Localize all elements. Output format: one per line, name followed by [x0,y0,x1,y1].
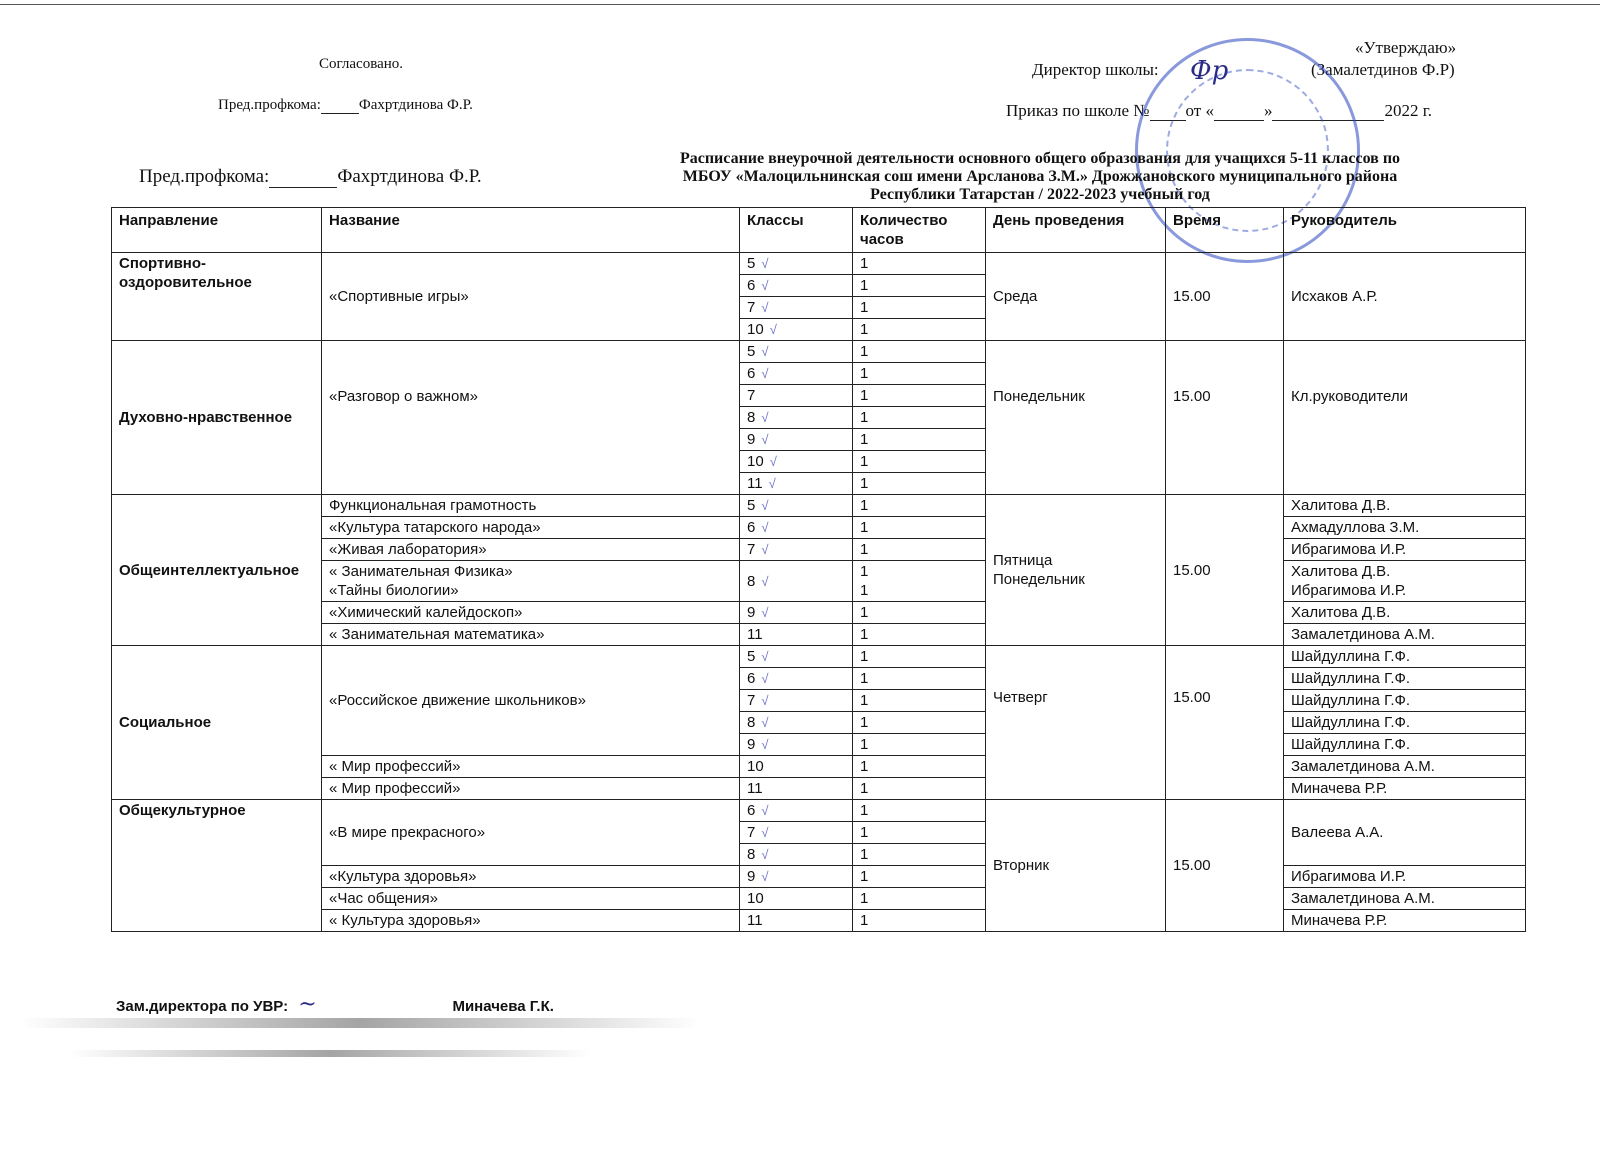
leader-cell: Миначева Р.Р. [1284,910,1526,932]
deputy-name: Миначева Г.К. [452,998,554,1015]
name-cell: «Культура татарского народа» [322,517,740,539]
class-value: 6 [747,365,756,382]
name-value: «Тайны биологии» [329,582,459,599]
class-value: 9 [747,736,756,753]
leader-cell [1284,561,1526,602]
name-cell: «Культура здоровья» [322,866,740,888]
union-chair-small-name: Фахртдинова Ф.Р. [358,97,473,113]
union-chair-large-label: Пред.профкома: [139,166,270,187]
class-cell [740,407,853,429]
class-value: 9 [747,604,756,621]
class-cell [740,668,853,690]
class-cell [740,822,853,844]
order-year: 2022 г. [1384,101,1433,120]
checkmark-icon: √ [761,410,769,425]
checkmark-icon: √ [761,869,769,884]
leader-cell: Халитова Д.В. [1284,602,1526,624]
signature-line [321,95,359,114]
class-value: 8 [747,572,756,590]
name-cell: Функциональная грамотность [322,495,740,517]
checkmark-icon: √ [761,366,769,381]
name-cell: « Мир профессий» [322,778,740,800]
title-line-1: Расписание внеурочной деятельности основного общего образования для учащихся 5-11 классов по [679,150,1401,167]
class-cell [740,561,853,602]
hours-value: 1 [860,582,869,599]
leader-cell: Шайдуллина Г.Ф. [1284,712,1526,734]
checkmark-icon: √ [761,649,769,664]
checkmark-icon: √ [761,737,769,752]
leader-cell: Замалетдинова А.М. [1284,624,1526,646]
leader-cell: Шайдуллина Г.Ф. [1284,734,1526,756]
class-cell [740,602,853,624]
table-row [112,495,1526,517]
class-cell [740,734,853,756]
class-value: 8 [747,409,756,426]
hours-cell: 1 [853,539,986,561]
agreed-label: Согласовано. [319,56,404,72]
name-value: « Занимательная Физика» [329,563,513,580]
hours-value: 1 [860,563,869,580]
day-cell [986,495,1166,646]
checkmark-icon: √ [761,847,769,862]
leader-cell: Замалетдинова А.М. [1284,888,1526,910]
table-row [112,800,1526,822]
class-value: 10 [747,453,764,470]
hours-cell: 1 [853,668,986,690]
name-cell [322,561,740,602]
class-value: 9 [747,868,756,885]
schedule-table [111,207,1526,932]
hours-cell: 1 [853,319,986,341]
checkmark-icon: √ [761,256,769,271]
time-cell: 15.00 [1166,341,1284,495]
leader-cell: Валеева А.А. [1284,800,1526,866]
table-row [112,561,1526,602]
name-cell: «Час общения» [322,888,740,910]
table-row [112,888,1526,910]
checkmark-icon: √ [761,605,769,620]
hours-cell: 1 [853,910,986,932]
class-value: 6 [747,670,756,687]
checkmark-icon: √ [761,803,769,818]
table-row [112,910,1526,932]
checkmark-icon: √ [761,300,769,315]
checkmark-icon: √ [761,671,769,686]
class-value: 10 [747,321,764,338]
table-row [112,756,1526,778]
hours-cell: 1 [853,734,986,756]
hours-cell: 1 [853,690,986,712]
hours-cell: 1 [853,800,986,822]
day-cell: Четверг [986,646,1166,800]
leader-value: Ибрагимова И.Р. [1291,582,1407,599]
hours-cell: 1 [853,363,986,385]
checkmark-icon: √ [761,693,769,708]
checkmark-icon: √ [761,573,769,589]
leader-cell: Ахмадуллова З.М. [1284,517,1526,539]
class-cell [740,275,853,297]
day-cell: Понедельник [986,341,1166,495]
approve-label: «Утверждаю» [1355,38,1457,57]
class-cell [740,253,853,275]
table-row [112,624,1526,646]
time-cell: 15.00 [1166,495,1284,646]
order-day-line [1214,102,1264,121]
class-value: 8 [747,846,756,863]
class-value: 7 [747,299,756,316]
hours-cell: 1 [853,712,986,734]
hours-cell: 1 [853,624,986,646]
day-value: Понедельник [993,571,1085,588]
class-value: 8 [747,714,756,731]
header-time: Время [1166,208,1284,253]
name-cell: «Химический калейдоскоп» [322,602,740,624]
class-cell [740,451,853,473]
order-prefix: Приказ по школе № [1006,101,1150,120]
leader-cell: Кл.руководители [1284,341,1526,495]
class-value: 6 [747,277,756,294]
scan-top-edge [0,4,1600,5]
table-row [112,539,1526,561]
checkmark-icon: √ [769,322,777,337]
name-cell: «Спортивные игры» [322,253,740,341]
class-value: 7 [747,387,756,404]
checkmark-icon: √ [761,278,769,293]
leader-cell: Шайдуллина Г.Ф. [1284,668,1526,690]
checkmark-icon: √ [761,542,769,557]
scan-smear [70,1050,590,1057]
hours-cell: 1 [853,429,986,451]
director-signature: Фр [1190,56,1229,86]
signature-line [269,166,337,188]
document-title [590,150,1490,204]
hours-cell: 1 [853,385,986,407]
director-name: (Замалетдинов Ф.Р) [1311,60,1455,79]
day-cell: Вторник [986,800,1166,932]
hours-cell: 1 [853,756,986,778]
order-quote-close: » [1263,101,1273,120]
class-value: 5 [747,343,756,360]
header-hours: Количество часов [853,208,986,253]
hours-cell: 1 [853,778,986,800]
union-chair-small [218,95,473,114]
direction-cell: Спортивно-оздоровительное [112,253,322,341]
leader-cell: Исхаков А.Р. [1284,253,1526,341]
hours-cell: 1 [853,866,986,888]
direction-cell: Общекультурное [112,800,322,932]
hours-cell [853,561,986,602]
class-cell [740,646,853,668]
day-cell: Среда [986,253,1166,341]
hours-cell: 1 [853,297,986,319]
class-value: 6 [747,802,756,819]
class-value: 5 [747,648,756,665]
table-row [112,646,1526,668]
name-cell: « Мир профессий» [322,756,740,778]
checkmark-icon: √ [761,432,769,447]
deputy-label: Зам.директора по УВР: [116,998,289,1015]
table-row [112,778,1526,800]
leader-cell: Замалетдинова А.М. [1284,756,1526,778]
table-row [112,253,1526,275]
class-value: 5 [747,497,756,514]
class-cell: 10 [740,888,853,910]
checkmark-icon: √ [761,715,769,730]
hours-cell: 1 [853,517,986,539]
scan-smear [20,1018,700,1028]
header-direction: Направление [112,208,322,253]
class-cell [740,866,853,888]
hours-cell: 1 [853,495,986,517]
order-line [1006,101,1432,121]
table-row [112,517,1526,539]
director-label: Директор школы: [1032,60,1159,79]
union-chair-large-name: Фахртдинова Ф.Р. [337,166,482,187]
order-number-line [1150,102,1186,121]
class-cell [740,690,853,712]
class-cell [740,539,853,561]
name-cell: « Занимательная математика» [322,624,740,646]
title-line-2: МБОУ «Малоцильнинская сош имени Арсланова З.М.» Дрожжановского муниципального района [682,168,1398,185]
class-cell [740,844,853,866]
leader-value: Халитова Д.В. [1291,563,1391,580]
class-cell: 11 [740,778,853,800]
class-cell [740,473,853,495]
class-value: 6 [747,519,756,536]
hours-cell: 1 [853,341,986,363]
name-cell: «В мире прекрасного» [322,800,740,866]
header-classes: Классы [740,208,853,253]
leader-cell: Миначева Р.Р. [1284,778,1526,800]
class-cell [740,319,853,341]
class-value: 7 [747,824,756,841]
class-value: 11 [747,475,763,492]
class-cell [740,363,853,385]
class-cell [740,341,853,363]
hours-cell: 1 [853,888,986,910]
hours-cell: 1 [853,473,986,495]
hours-cell: 1 [853,407,986,429]
table-row [112,602,1526,624]
class-cell [740,429,853,451]
class-cell [740,385,853,407]
class-cell [740,517,853,539]
deputy-signature: ~ [298,992,317,1017]
class-value: 5 [747,255,756,272]
hours-cell: 1 [853,451,986,473]
direction-cell: Духовно-нравственное [112,341,322,495]
table-header-row [112,208,1526,253]
checkmark-icon: √ [768,476,776,491]
leader-cell: Ибрагимова И.Р. [1284,539,1526,561]
union-chair-large [139,166,482,188]
time-cell: 15.00 [1166,646,1284,800]
class-value: 7 [747,692,756,709]
leader-cell: Шайдуллина Г.Ф. [1284,690,1526,712]
time-cell: 15.00 [1166,800,1284,932]
time-cell: 15.00 [1166,253,1284,341]
name-cell: «Российское движение школьников» [322,646,740,756]
leader-cell: Ибрагимова И.Р. [1284,866,1526,888]
checkmark-icon: √ [761,498,769,513]
hours-cell: 1 [853,822,986,844]
table-row [112,341,1526,363]
deputy-signature-line [116,992,554,1017]
leader-cell: Халитова Д.В. [1284,495,1526,517]
class-cell [740,800,853,822]
class-cell [740,712,853,734]
header-leader: Руководитель [1284,208,1526,253]
hours-cell: 1 [853,602,986,624]
hours-cell: 1 [853,844,986,866]
order-month-line [1272,102,1384,121]
checkmark-icon: √ [761,344,769,359]
hours-cell: 1 [853,253,986,275]
checkmark-icon: √ [769,454,777,469]
class-cell: 11 [740,624,853,646]
leader-cell: Шайдуллина Г.Ф. [1284,646,1526,668]
header-day: День проведения [986,208,1166,253]
hours-cell: 1 [853,646,986,668]
name-cell: «Живая лаборатория» [322,539,740,561]
table-row [112,866,1526,888]
header-name: Название [322,208,740,253]
checkmark-icon: √ [761,825,769,840]
class-value: 7 [747,541,756,558]
class-cell: 11 [740,910,853,932]
name-cell: « Культура здоровья» [322,910,740,932]
order-from: от « [1185,101,1214,120]
checkmark-icon: √ [761,520,769,535]
class-value: 9 [747,431,756,448]
union-chair-small-label: Пред.профкома: [218,97,321,113]
hours-cell: 1 [853,275,986,297]
class-cell [740,495,853,517]
direction-cell: Общеинтеллектуальное [112,495,322,646]
day-value: Пятница [993,552,1053,569]
class-cell: 10 [740,756,853,778]
title-line-3: Республики Татарстан / 2022-2023 учебный год [870,186,1210,203]
name-cell: «Разговор о важном» [322,341,740,495]
class-cell [740,297,853,319]
direction-cell: Социальное [112,646,322,800]
